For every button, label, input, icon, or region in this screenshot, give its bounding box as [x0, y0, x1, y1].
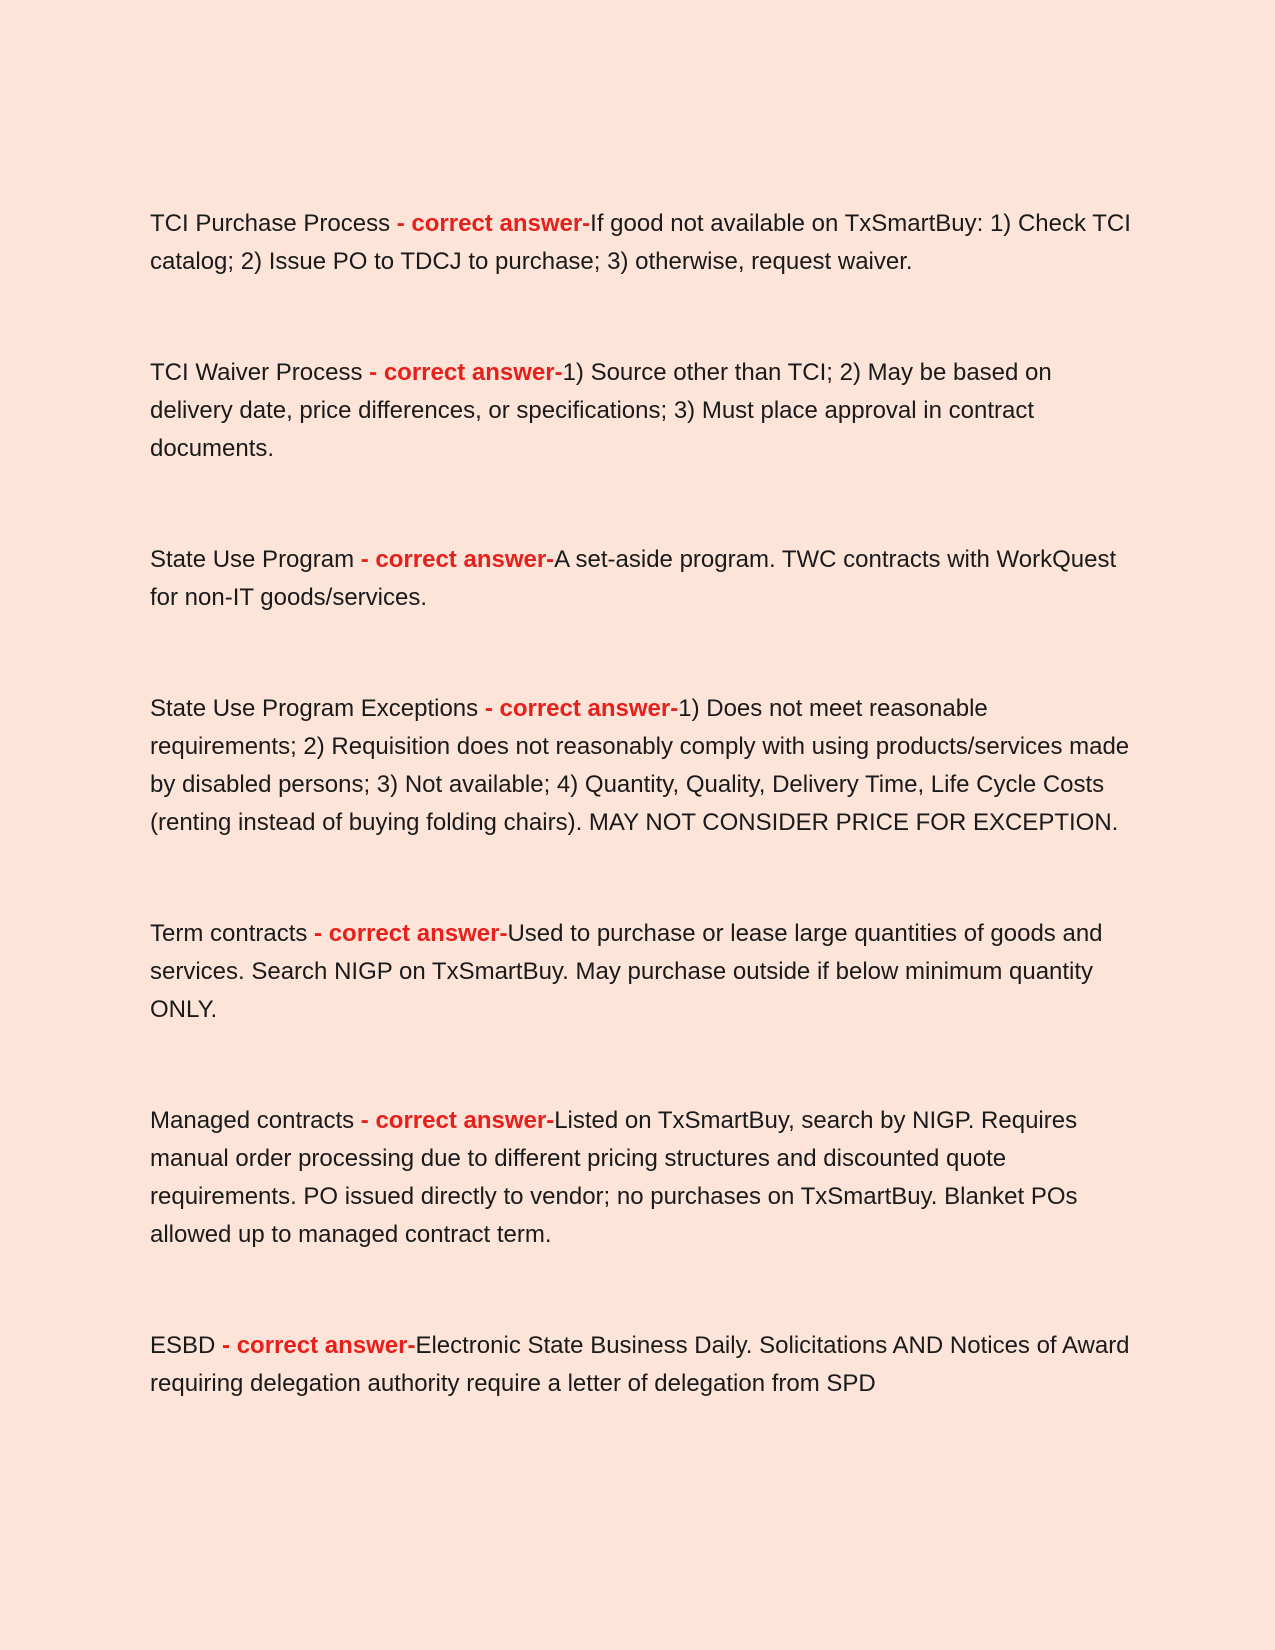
flashcard-page [150, 205, 1135, 1476]
entry-definition: A set-aside program. TWC contracts with WorkQuest for non-IT goods/services. [150, 546, 1117, 611]
entry-term: TCI Waiver Process [150, 359, 363, 386]
entry-definition: If good not available on TxSmartBuy: 1) Check TCI catalog; 2) Issue PO to TDCJ to purchase; 3) otherwise, request waiver. [150, 210, 1131, 275]
correct-answer-separator: - correct answer- [314, 920, 508, 947]
correct-answer-separator: - correct answer- [484, 695, 679, 722]
flashcard-entry [150, 1327, 1135, 1403]
entry-definition: Electronic State Business Daily. Solicitations AND Notices of Award requiring delegation authority require a letter of delegation from SPD [150, 1332, 1130, 1397]
flashcard-entry [150, 915, 1135, 1029]
correct-answer-separator: - correct answer- [222, 1332, 416, 1359]
flashcard-entry [150, 541, 1135, 617]
entry-term: ESBD [150, 1332, 216, 1359]
entry-term: TCI Purchase Process [150, 210, 391, 237]
correct-answer-separator: - correct answer- [360, 546, 555, 573]
entry-definition: Listed on TxSmartBuy, search by NIGP. Requires manual order processing due to different pricing structures and discounted quote requirements. PO issued directly to vendor; no purchases on TxSmartBuy. Blanket POs allowed up to managed contract term. [150, 1107, 1078, 1248]
flashcard-entry [150, 1102, 1135, 1254]
entry-term: State Use Program Exceptions [150, 695, 479, 722]
flashcard-entry [150, 354, 1135, 468]
flashcard-entry [150, 205, 1135, 281]
correct-answer-separator: - correct answer- [360, 1107, 555, 1134]
flashcard-entry [150, 690, 1135, 842]
entry-term: Managed contracts [150, 1107, 355, 1134]
entry-term: State Use Program [150, 546, 355, 573]
entry-definition: 1) Does not meet reasonable requirements; 2) Requisition does not reasonably comply with using products/services made by disabled persons; 3) Not available; 4) Quantity, Quality, Delivery Time, Life Cycle Costs (renting instead of buying folding chairs). MAY NOT CONSIDER PRICE FOR EXCEPTION. [150, 695, 1130, 836]
entry-term: Term contracts [150, 920, 308, 947]
correct-answer-separator: - correct answer- [396, 210, 591, 237]
correct-answer-separator: - correct answer- [369, 359, 563, 386]
entry-definition: 1) Source other than TCI; 2) May be based on delivery date, price differences, or specifications; 3) Must place approval in contract documents. [150, 359, 1052, 462]
entry-definition: Used to purchase or lease large quantities of goods and services. Search NIGP on TxSmartBuy. May purchase outside if below minimum quantity ONLY. [150, 920, 1103, 1023]
